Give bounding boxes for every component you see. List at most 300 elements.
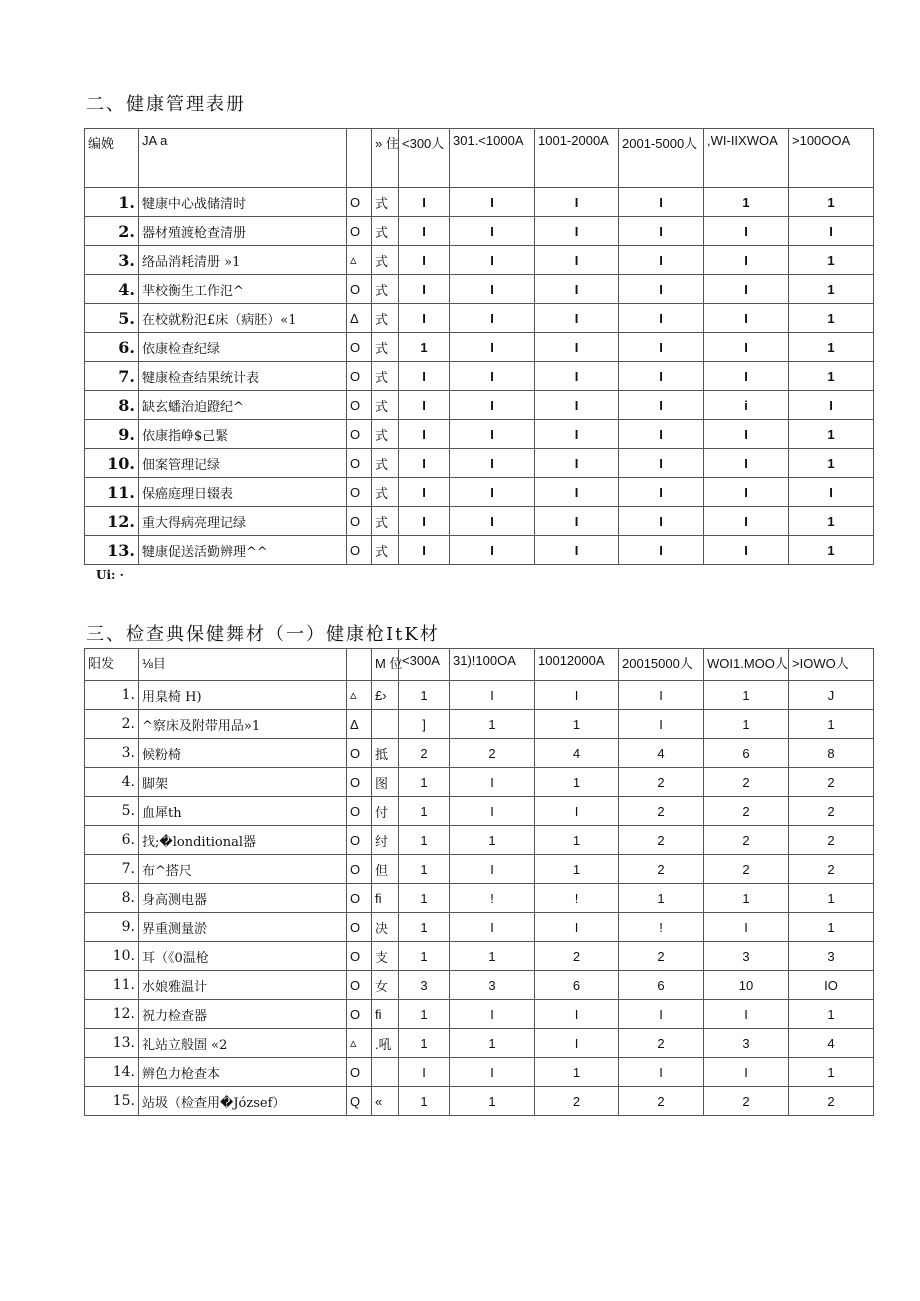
qty-301-1000: I <box>450 275 535 304</box>
qty-lt300: I <box>399 478 450 507</box>
qty-gt10000: 1 <box>789 884 874 913</box>
item-name: 缺玄蟠治迫蹬纪^ <box>139 391 347 420</box>
qty-2001-5000: I <box>619 217 704 246</box>
qty-1001-2000: 2 <box>535 1087 619 1116</box>
qty-301-1000: I <box>450 1000 535 1029</box>
row-number: 7. <box>85 362 139 391</box>
row-number: 8. <box>85 884 139 913</box>
column-header: 2001-5000人 <box>619 129 704 188</box>
table-row <box>85 797 874 826</box>
unit <box>372 710 399 739</box>
unit: £› <box>372 681 399 710</box>
qty-1001-2000: I <box>535 217 619 246</box>
table-row <box>85 217 874 246</box>
qty-2001-5000: I <box>619 449 704 478</box>
qty-1001-2000: 1 <box>535 855 619 884</box>
qty-301-1000: I <box>450 420 535 449</box>
table-row <box>85 362 874 391</box>
row-number: 9. <box>85 913 139 942</box>
unit: 式 <box>372 246 399 275</box>
qty-gt10000: 1 <box>789 275 874 304</box>
qty-gt10000: 1 <box>789 1000 874 1029</box>
unit: 式 <box>372 391 399 420</box>
qty-301-1000: I <box>450 362 535 391</box>
status-mark: O <box>347 362 372 391</box>
qty-5001-10000: 2 <box>704 1087 789 1116</box>
qty-2001-5000: 2 <box>619 1029 704 1058</box>
table-row <box>85 1087 874 1116</box>
qty-301-1000: I <box>450 304 535 333</box>
qty-5001-10000: 3 <box>704 942 789 971</box>
qty-lt300: I <box>399 536 450 565</box>
qty-5001-10000: 2 <box>704 826 789 855</box>
status-mark: ▵ <box>347 1029 372 1058</box>
qty-2001-5000: I <box>619 188 704 217</box>
row-number: 1. <box>85 188 139 217</box>
row-number: 6. <box>85 826 139 855</box>
table-row <box>85 855 874 884</box>
qty-5001-10000: 2 <box>704 855 789 884</box>
qty-1001-2000: 4 <box>535 739 619 768</box>
row-number: 7. <box>85 855 139 884</box>
status-mark: O <box>347 826 372 855</box>
item-name: 礼站立般圄 «2 <box>139 1029 347 1058</box>
status-mark: O <box>347 1058 372 1087</box>
qty-lt300: 2 <box>399 739 450 768</box>
status-mark: O <box>347 884 372 913</box>
qty-1001-2000: I <box>535 188 619 217</box>
qty-301-1000: 3 <box>450 971 535 1000</box>
unit: 式 <box>372 304 399 333</box>
unit: fi <box>372 884 399 913</box>
qty-gt10000: 2 <box>789 826 874 855</box>
unit: 决 <box>372 913 399 942</box>
column-header: 20015000人 <box>619 649 704 681</box>
qty-lt300: I <box>399 304 450 333</box>
qty-gt10000: 1 <box>789 362 874 391</box>
row-number: 6. <box>85 333 139 362</box>
qty-1001-2000: I <box>535 507 619 536</box>
status-mark: O <box>347 797 372 826</box>
unit: 但 <box>372 855 399 884</box>
qty-301-1000: I <box>450 797 535 826</box>
table-row <box>85 188 874 217</box>
qty-5001-10000: I <box>704 536 789 565</box>
qty-lt300: 1 <box>399 913 450 942</box>
qty-lt300: I <box>399 362 450 391</box>
qty-gt10000: 2 <box>789 797 874 826</box>
qty-gt10000: 1 <box>789 246 874 275</box>
table-row <box>85 420 874 449</box>
qty-301-1000: I <box>450 478 535 507</box>
qty-gt10000: 1 <box>789 188 874 217</box>
row-number: 10. <box>85 942 139 971</box>
column-header: 301.<1000A <box>450 129 535 188</box>
qty-1001-2000: I <box>535 1029 619 1058</box>
table-row <box>85 826 874 855</box>
table-row <box>85 942 874 971</box>
table-row <box>85 275 874 304</box>
status-mark: ▵ <box>347 681 372 710</box>
qty-gt10000: 8 <box>789 739 874 768</box>
row-number: 3. <box>85 246 139 275</box>
unit: 女 <box>372 971 399 1000</box>
row-number: 4. <box>85 275 139 304</box>
qty-301-1000: I <box>450 449 535 478</box>
table-row <box>85 1058 874 1087</box>
table-row <box>85 1029 874 1058</box>
qty-2001-5000: 6 <box>619 971 704 1000</box>
status-mark: O <box>347 971 372 1000</box>
qty-5001-10000: I <box>704 333 789 362</box>
item-name: 水娘雅温计 <box>139 971 347 1000</box>
unit <box>372 1058 399 1087</box>
table-note: Ui: · <box>96 568 124 582</box>
qty-1001-2000: I <box>535 391 619 420</box>
qty-lt300: 1 <box>399 797 450 826</box>
qty-2001-5000: 2 <box>619 826 704 855</box>
qty-2001-5000: I <box>619 1058 704 1087</box>
qty-gt10000: IO <box>789 971 874 1000</box>
qty-2001-5000: I <box>619 275 704 304</box>
qty-lt300: I <box>399 420 450 449</box>
qty-1001-2000: 2 <box>535 942 619 971</box>
qty-gt10000: I <box>789 217 874 246</box>
status-mark: O <box>347 768 372 797</box>
qty-lt300: ] <box>399 710 450 739</box>
qty-1001-2000: I <box>535 1000 619 1029</box>
column-header: WOI1.MOO人 <box>704 649 789 681</box>
qty-5001-10000: 1 <box>704 188 789 217</box>
qty-5001-10000: I <box>704 246 789 275</box>
qty-gt10000: 3 <box>789 942 874 971</box>
qty-301-1000: I <box>450 507 535 536</box>
qty-lt300: I <box>399 246 450 275</box>
qty-2001-5000: I <box>619 420 704 449</box>
table-row <box>85 768 874 797</box>
qty-5001-10000: I <box>704 275 789 304</box>
status-mark: O <box>347 913 372 942</box>
qty-lt300: 1 <box>399 1000 450 1029</box>
qty-2001-5000: 2 <box>619 1087 704 1116</box>
item-name: 犍康促送活勤辨理^^ <box>139 536 347 565</box>
qty-301-1000: I <box>450 913 535 942</box>
qty-lt300: 3 <box>399 971 450 1000</box>
qty-301-1000: I <box>450 855 535 884</box>
column-header: <300A <box>399 649 450 681</box>
table-row <box>85 246 874 275</box>
status-mark: O <box>347 536 372 565</box>
row-number: 5. <box>85 304 139 333</box>
qty-gt10000: I <box>789 478 874 507</box>
qty-lt300: I <box>399 217 450 246</box>
status-mark: O <box>347 855 372 884</box>
status-mark: O <box>347 275 372 304</box>
qty-gt10000: 1 <box>789 304 874 333</box>
health-equipment-table <box>84 648 874 1116</box>
row-number: 10. <box>85 449 139 478</box>
column-header: ,WI-IIXWOA <box>704 129 789 188</box>
table-row <box>85 710 874 739</box>
table-row <box>85 739 874 768</box>
qty-lt300: I <box>399 188 450 217</box>
table-row <box>85 304 874 333</box>
row-number: 2. <box>85 710 139 739</box>
qty-1001-2000: I <box>535 275 619 304</box>
qty-gt10000: 2 <box>789 855 874 884</box>
status-mark: O <box>347 1000 372 1029</box>
item-name: 佃案管理记绿 <box>139 449 347 478</box>
qty-5001-10000: I <box>704 478 789 507</box>
unit: 图 <box>372 768 399 797</box>
unit: 纣 <box>372 826 399 855</box>
row-number: 13. <box>85 536 139 565</box>
status-mark: Q <box>347 1087 372 1116</box>
qty-1001-2000: 1 <box>535 768 619 797</box>
qty-2001-5000: I <box>619 391 704 420</box>
row-number: 3. <box>85 739 139 768</box>
qty-5001-10000: I <box>704 449 789 478</box>
qty-lt300: 1 <box>399 942 450 971</box>
qty-5001-10000: I <box>704 913 789 942</box>
qty-301-1000: 2 <box>450 739 535 768</box>
header-row <box>85 129 874 188</box>
column-header: >100OOA <box>789 129 874 188</box>
qty-2001-5000: I <box>619 304 704 333</box>
unit: 式 <box>372 188 399 217</box>
qty-301-1000: I <box>450 217 535 246</box>
item-name: 络品消耗清册 »1 <box>139 246 347 275</box>
qty-lt300: I <box>399 449 450 478</box>
qty-5001-10000: I <box>704 507 789 536</box>
qty-5001-10000: 3 <box>704 1029 789 1058</box>
qty-2001-5000: I <box>619 362 704 391</box>
row-number: 15. <box>85 1087 139 1116</box>
unit: 式 <box>372 420 399 449</box>
qty-301-1000: I <box>450 536 535 565</box>
item-name: ^察床及附带用品»1 <box>139 710 347 739</box>
qty-lt300: 1 <box>399 333 450 362</box>
qty-5001-10000: 2 <box>704 797 789 826</box>
table-row <box>85 1000 874 1029</box>
unit: 式 <box>372 507 399 536</box>
qty-2001-5000: I <box>619 681 704 710</box>
qty-2001-5000: I <box>619 536 704 565</box>
qty-lt300: 1 <box>399 1029 450 1058</box>
qty-2001-5000: 2 <box>619 797 704 826</box>
qty-gt10000: 1 <box>789 333 874 362</box>
status-mark: O <box>347 739 372 768</box>
qty-5001-10000: I <box>704 420 789 449</box>
table-row <box>85 884 874 913</box>
qty-1001-2000: 1 <box>535 1058 619 1087</box>
qty-2001-5000: ! <box>619 913 704 942</box>
table-row <box>85 681 874 710</box>
row-number: 12. <box>85 1000 139 1029</box>
unit: 式 <box>372 275 399 304</box>
row-number: 1. <box>85 681 139 710</box>
status-mark: O <box>347 391 372 420</box>
qty-1001-2000: ! <box>535 884 619 913</box>
qty-gt10000: 4 <box>789 1029 874 1058</box>
qty-1001-2000: 1 <box>535 826 619 855</box>
table-row <box>85 449 874 478</box>
column-header <box>347 649 372 681</box>
unit: 式 <box>372 217 399 246</box>
unit: 式 <box>372 333 399 362</box>
item-name: 犍康中心战储清时 <box>139 188 347 217</box>
row-number: 2. <box>85 217 139 246</box>
status-mark: O <box>347 333 372 362</box>
qty-2001-5000: I <box>619 478 704 507</box>
column-header: 10012000A <box>535 649 619 681</box>
qty-301-1000: I <box>450 1058 535 1087</box>
qty-301-1000: 1 <box>450 826 535 855</box>
unit: 抵 <box>372 739 399 768</box>
unit: 式 <box>372 449 399 478</box>
qty-gt10000: I <box>789 391 874 420</box>
status-mark: O <box>347 942 372 971</box>
column-header: M 位 <box>372 649 399 681</box>
status-mark: O <box>347 188 372 217</box>
qty-gt10000: 1 <box>789 536 874 565</box>
qty-5001-10000: 1 <box>704 710 789 739</box>
qty-2001-5000: 4 <box>619 739 704 768</box>
table-row <box>85 971 874 1000</box>
section2-title: 二、健康管理表册 <box>86 94 246 115</box>
qty-lt300: 1 <box>399 681 450 710</box>
item-name: 用臬椅 H) <box>139 681 347 710</box>
qty-lt300: 1 <box>399 884 450 913</box>
item-name: 界重测量淤 <box>139 913 347 942</box>
qty-gt10000: 1 <box>789 1058 874 1087</box>
item-name: 依康指峥$己緊 <box>139 420 347 449</box>
qty-gt10000: 1 <box>789 449 874 478</box>
column-header: 31)!100OA <box>450 649 535 681</box>
qty-301-1000: 1 <box>450 1029 535 1058</box>
qty-5001-10000: 6 <box>704 739 789 768</box>
item-name: 血犀th <box>139 797 347 826</box>
qty-1001-2000: I <box>535 246 619 275</box>
qty-5001-10000: I <box>704 1000 789 1029</box>
row-number: 5. <box>85 797 139 826</box>
qty-2001-5000: 1 <box>619 884 704 913</box>
qty-lt300: 1 <box>399 855 450 884</box>
table-row <box>85 333 874 362</box>
table-row <box>85 913 874 942</box>
status-mark: O <box>347 449 372 478</box>
qty-gt10000: 2 <box>789 768 874 797</box>
item-name: 找;�londitional器 <box>139 826 347 855</box>
row-number: 4. <box>85 768 139 797</box>
status-mark: O <box>347 507 372 536</box>
unit: fi <box>372 1000 399 1029</box>
table-row <box>85 391 874 420</box>
row-number: 11. <box>85 478 139 507</box>
qty-2001-5000: I <box>619 333 704 362</box>
row-number: 13. <box>85 1029 139 1058</box>
status-mark: Δ <box>347 304 372 333</box>
qty-301-1000: I <box>450 246 535 275</box>
status-mark: ▵ <box>347 246 372 275</box>
unit: 付 <box>372 797 399 826</box>
item-name: 布^搭尺 <box>139 855 347 884</box>
qty-5001-10000: I <box>704 1058 789 1087</box>
qty-lt300: I <box>399 1058 450 1087</box>
qty-5001-10000: I <box>704 362 789 391</box>
qty-1001-2000: I <box>535 681 619 710</box>
section3-title: 三、检查典保健舞材（一）健康枪ItK材 <box>86 624 440 645</box>
qty-lt300: 1 <box>399 1087 450 1116</box>
column-header: >IOWO人 <box>789 649 874 681</box>
item-name: 身高测电器 <box>139 884 347 913</box>
qty-gt10000: 2 <box>789 1087 874 1116</box>
table-row <box>85 536 874 565</box>
unit: 式 <box>372 536 399 565</box>
item-name: 辨色力枪查本 <box>139 1058 347 1087</box>
row-number: 11. <box>85 971 139 1000</box>
column-header <box>347 129 372 188</box>
item-name: 芈校衡生工作氾^ <box>139 275 347 304</box>
health-records-table <box>84 128 874 565</box>
qty-1001-2000: I <box>535 304 619 333</box>
column-header: 1001-2000A <box>535 129 619 188</box>
column-header: » 住 <box>372 129 399 188</box>
qty-301-1000: I <box>450 188 535 217</box>
column-header: ⅛目 <box>139 649 347 681</box>
header-row <box>85 649 874 681</box>
qty-gt10000: 1 <box>789 420 874 449</box>
column-header: 阳发 <box>85 649 139 681</box>
row-number: 9. <box>85 420 139 449</box>
qty-lt300: 1 <box>399 826 450 855</box>
qty-301-1000: ! <box>450 884 535 913</box>
qty-lt300: I <box>399 507 450 536</box>
qty-5001-10000: 10 <box>704 971 789 1000</box>
item-name: 犍康检查结果统计表 <box>139 362 347 391</box>
qty-1001-2000: I <box>535 420 619 449</box>
qty-5001-10000: I <box>704 304 789 333</box>
unit: « <box>372 1087 399 1116</box>
qty-2001-5000: I <box>619 246 704 275</box>
qty-5001-10000: 1 <box>704 884 789 913</box>
column-header: <300人 <box>399 129 450 188</box>
qty-301-1000: 1 <box>450 710 535 739</box>
qty-301-1000: I <box>450 681 535 710</box>
qty-1001-2000: I <box>535 362 619 391</box>
qty-301-1000: I <box>450 333 535 362</box>
qty-301-1000: 1 <box>450 942 535 971</box>
qty-5001-10000: 1 <box>704 681 789 710</box>
item-name: 器材殖渡枪查清册 <box>139 217 347 246</box>
qty-2001-5000: 2 <box>619 768 704 797</box>
row-number: 8. <box>85 391 139 420</box>
status-mark: Δ <box>347 710 372 739</box>
status-mark: O <box>347 217 372 246</box>
qty-1001-2000: I <box>535 449 619 478</box>
table-row <box>85 478 874 507</box>
item-name: 站圾（检查用�József） <box>139 1087 347 1116</box>
item-name: 依康检查纪绿 <box>139 333 347 362</box>
unit: 支 <box>372 942 399 971</box>
column-header: JA a <box>139 129 347 188</box>
qty-gt10000: 1 <box>789 710 874 739</box>
item-name: 候粉椅 <box>139 739 347 768</box>
qty-2001-5000: 2 <box>619 855 704 884</box>
qty-1001-2000: I <box>535 797 619 826</box>
item-name: 耳（《0温枪 <box>139 942 347 971</box>
qty-1001-2000: I <box>535 913 619 942</box>
